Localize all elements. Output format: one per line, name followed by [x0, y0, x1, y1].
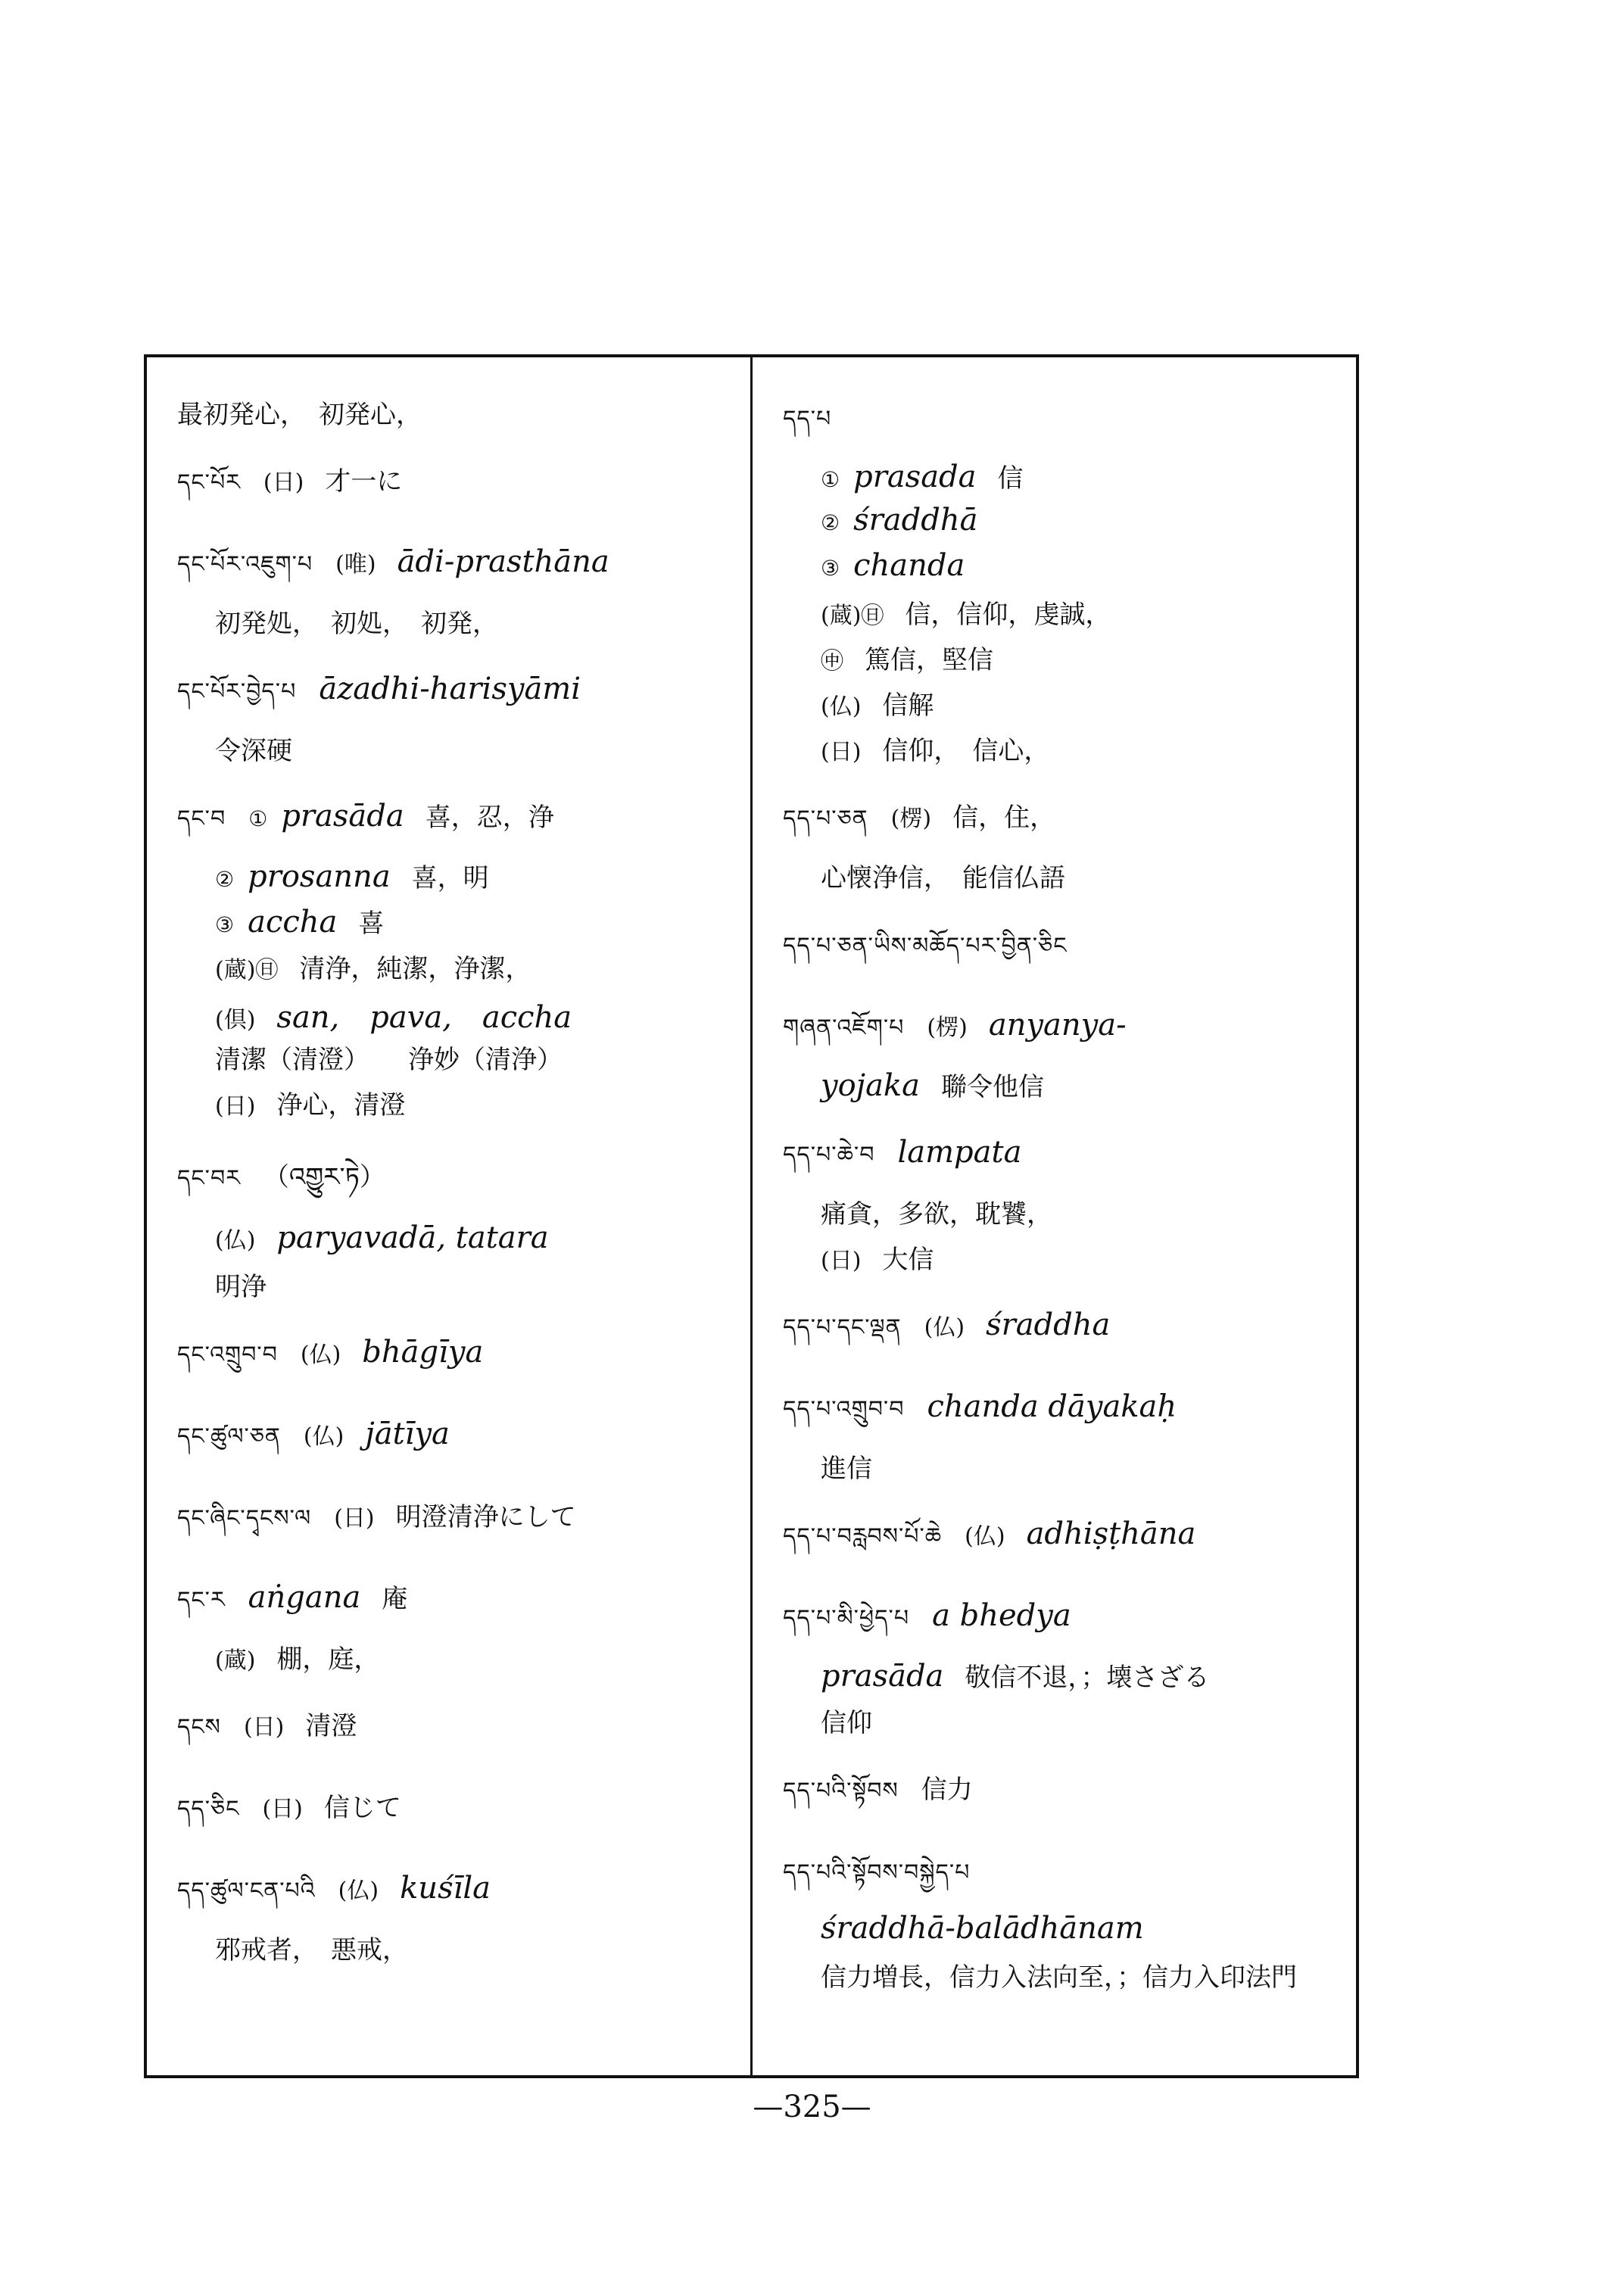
- source-tag: (仏): [821, 693, 862, 720]
- dictionary-entry: [177, 1493, 743, 1557]
- sanskrit-term: prasada: [853, 460, 977, 494]
- sense-number: ③: [821, 556, 840, 581]
- dictionary-entry: [783, 1847, 1348, 2002]
- entry-line: [783, 1702, 1348, 1747]
- sanskrit-term: chanda dāyakaḥ: [927, 1389, 1177, 1424]
- sanskrit-term: lampata: [897, 1135, 1022, 1170]
- entry-line: [177, 1039, 743, 1084]
- translation-text: 信力増長，信力入法向至，；信力入印法門: [821, 1962, 1297, 1993]
- entry-headline: [783, 1384, 1348, 1448]
- entry-headline: [783, 394, 1348, 457]
- right-column: [753, 357, 1356, 2075]
- translation-text: 敬信不退，；壊さざる: [965, 1663, 1210, 1693]
- translation-text: 最初発心， 初発心，: [177, 400, 422, 430]
- source-tag: (日): [262, 1796, 303, 1822]
- dictionary-entry: [783, 1002, 1348, 1111]
- source-tag: (日): [334, 1505, 375, 1532]
- entry-headline: [177, 1784, 743, 1847]
- sanskrit-term: adhiṣṭhāna: [1026, 1516, 1196, 1551]
- entry-line: [783, 1193, 1348, 1239]
- translation-text: 心懐浄信， 能信仏語: [821, 863, 1065, 893]
- entry-line: [177, 1638, 743, 1684]
- dictionary-entry: [783, 921, 1348, 984]
- sanskrit-term: a bhedya: [932, 1598, 1071, 1633]
- entry-line: [177, 993, 743, 1039]
- dictionary-entry: [783, 1593, 1348, 1747]
- sanskrit-term: aṅgana: [248, 1580, 361, 1615]
- sense-number: ①: [248, 806, 268, 831]
- entry-headline: [783, 1766, 1348, 1829]
- sense-number: ②: [215, 867, 235, 892]
- tibetan-headword: དང་ཞིང་དྭངས་ལ: [177, 1505, 312, 1532]
- translation-text: 令深硬: [215, 736, 292, 766]
- translation-text: 浄心，清澄: [276, 1090, 406, 1121]
- page-number: —325—: [753, 2090, 871, 2124]
- tibetan-headword: དང་འགྲུབ་བ: [177, 1342, 278, 1368]
- entry-line: [783, 1657, 1348, 1702]
- sanskrit-term: prasāda: [821, 1659, 944, 1694]
- entry-line: [783, 1956, 1348, 2002]
- translation-text: 信仰: [821, 1708, 872, 1738]
- source-tag: (蔵): [215, 1647, 256, 1674]
- tibetan-headword: དང་ར: [177, 1587, 226, 1613]
- translation-text: 明浄: [215, 1272, 267, 1302]
- dictionary-entry: [177, 1329, 743, 1393]
- translation-text: 喜，忍，浄: [425, 803, 554, 833]
- translation-text: 信仰， 信心，: [882, 736, 1050, 766]
- entry-line: [177, 730, 743, 775]
- translation-text: 聯令他信: [941, 1072, 1045, 1102]
- left-column: [147, 357, 753, 2075]
- sanskrit-term: san, pava, accha: [276, 1000, 572, 1035]
- dictionary-frame: [144, 354, 1359, 2078]
- entry-line: [783, 684, 1348, 730]
- sanskrit-term: bhāgīya: [362, 1335, 484, 1370]
- translation-text: 明澄清浄にして: [395, 1502, 576, 1532]
- entry-headline: [177, 457, 743, 521]
- dictionary-entry: [177, 1411, 743, 1475]
- tibetan-headword: དད་པའི་སྟོབས: [783, 1778, 899, 1804]
- entry-headline: [177, 1329, 743, 1393]
- tibetan-headword: དད་ཚུལ་ངན་པའི: [177, 1878, 316, 1904]
- entry-line: [783, 1239, 1348, 1284]
- sense-number: ②: [821, 510, 840, 535]
- dictionary-entry: [177, 539, 743, 648]
- entry-line: [783, 548, 1348, 594]
- sanskrit-term: anyanya-: [988, 1008, 1127, 1043]
- translation-text: 棚，庭，: [276, 1644, 380, 1675]
- dictionary-entry: [783, 1302, 1348, 1366]
- tibetan-headword: དང་པོར་བྱེད་པ: [177, 678, 297, 705]
- entry-line: [783, 594, 1348, 639]
- translation-text: 信，信仰，虔誠，: [905, 600, 1111, 630]
- tibetan-headword: དང་བར: [177, 1165, 241, 1192]
- entry-line: [783, 1911, 1348, 1956]
- tibetan-headword: དང་བ: [177, 806, 226, 832]
- dictionary-entry: [783, 1511, 1348, 1575]
- entry-headline: [783, 1593, 1348, 1657]
- translation-text: 大信: [882, 1245, 934, 1275]
- sanskrit-term: accha: [248, 905, 338, 940]
- source-tag: (日): [821, 1248, 862, 1274]
- entry-headline: [783, 1511, 1348, 1575]
- tibetan-headword: གཞན་འཇོག་པ: [783, 1015, 905, 1041]
- entry-line: [177, 603, 743, 648]
- source-tag: (蔵)㊐: [215, 957, 279, 983]
- tibetan-headword: དད་པ་འགྲུབ་བ: [783, 1396, 905, 1423]
- dictionary-entry: [177, 793, 743, 1130]
- translation-text: （འགྱུར་ཏེ）: [263, 1162, 385, 1192]
- sanskrit-term: śraddha: [986, 1308, 1111, 1342]
- tibetan-headword: དད་ཅིང: [177, 1796, 240, 1822]
- tibetan-headword: དད་པ་ཅན: [783, 806, 868, 832]
- translation-text: 初発処， 初処， 初発，: [215, 609, 498, 639]
- entry-line: [783, 639, 1348, 684]
- translation-text: 篤信，堅信: [865, 645, 993, 675]
- source-tag: (楞): [890, 806, 932, 832]
- source-tag: (日): [215, 1093, 256, 1120]
- source-tag: (仏): [965, 1523, 1005, 1550]
- entry-headline: [177, 1865, 743, 1929]
- source-tag: (仏): [924, 1314, 965, 1341]
- translation-text: 邪戒者， 悪戒，: [215, 1935, 408, 1965]
- entry-line: [177, 1084, 743, 1130]
- translation-text: 喜，明: [411, 863, 489, 893]
- dictionary-entry: [177, 1575, 743, 1684]
- dictionary-entry: [783, 793, 1348, 902]
- entry-headline: [177, 1702, 743, 1766]
- translation-text: 喜: [358, 909, 385, 939]
- translation-text: 信，住，: [952, 803, 1056, 833]
- source-tag: ㊥: [821, 648, 843, 675]
- sanskrit-term: āzadhi-harisyāmi: [319, 672, 581, 706]
- source-tag: (仏): [300, 1342, 341, 1368]
- entry-line: [783, 730, 1348, 775]
- entry-headline: [177, 1411, 743, 1475]
- dictionary-entry: [177, 1784, 743, 1847]
- entry-headline: [177, 1575, 743, 1638]
- entry-line: [783, 457, 1348, 503]
- source-tag: (仏): [338, 1878, 379, 1904]
- sanskrit-term: śraddhā: [853, 503, 978, 538]
- sanskrit-term: ādi-prasthāna: [397, 544, 609, 579]
- entry-line: [177, 1929, 743, 1975]
- sanskrit-term: prosanna: [248, 859, 391, 894]
- source-tag: (仏): [215, 1227, 256, 1254]
- source-tag: (仏): [303, 1423, 344, 1450]
- tibetan-headword: དད་པ་ཅན་ཡིས་མཆོད་པར་བྱིན་ཅིང: [783, 933, 1068, 959]
- dictionary-entry: [177, 394, 743, 439]
- entry-line: [177, 948, 743, 993]
- sanskrit-term: paryavadā, tatara: [276, 1220, 549, 1255]
- translation-text: 信力: [921, 1775, 973, 1805]
- translation-text: 痛貪，多欲，耽饕，: [821, 1199, 1052, 1230]
- source-tag: (日): [263, 469, 304, 496]
- dictionary-entry: [177, 1702, 743, 1766]
- entry-line: [177, 857, 743, 902]
- entry-line: [783, 857, 1348, 902]
- entry-headline: [177, 1148, 743, 1220]
- entry-headline: [783, 1002, 1348, 1066]
- translation-text: 庵: [382, 1584, 408, 1614]
- entry-headline: [783, 1130, 1348, 1193]
- translation-text: 信じて: [323, 1793, 401, 1823]
- sanskrit-term: chanda: [853, 548, 965, 583]
- entry-headline: [783, 1302, 1348, 1366]
- tibetan-headword: དད་པ་དང་ལྡན: [783, 1314, 902, 1341]
- tibetan-headword: དང་པོར: [177, 469, 241, 496]
- tibetan-headword: དད་པ་ཆེ་བ: [783, 1142, 875, 1168]
- translation-text: 清潔（清澄） 浄妙（清浄）: [215, 1045, 563, 1075]
- entry-line: [177, 1220, 743, 1266]
- entry-headline: [177, 539, 743, 603]
- dictionary-entry: [177, 666, 743, 775]
- entry-headline: [177, 793, 743, 857]
- sanskrit-term: śraddhā-balādhānam: [821, 1911, 1144, 1946]
- source-tag: (楞): [927, 1015, 968, 1041]
- tibetan-headword: དང་ཚུལ་ཅན: [177, 1423, 281, 1450]
- source-tag: (唯): [335, 551, 376, 578]
- entry-line: [783, 1066, 1348, 1111]
- translation-text: 清澄: [305, 1711, 357, 1741]
- translation-text: 進信: [821, 1454, 872, 1484]
- tibetan-headword: དངས: [177, 1714, 221, 1741]
- dictionary-entry: [783, 394, 1348, 775]
- sanskrit-term: yojaka: [821, 1068, 921, 1103]
- dictionary-entry: [177, 457, 743, 521]
- entry-line: [783, 503, 1348, 548]
- entry-line: [177, 394, 743, 439]
- entry-line: [177, 1266, 743, 1311]
- tibetan-headword: དང་པོར་འཇུག་པ: [177, 551, 313, 578]
- dictionary-entry: [783, 1766, 1348, 1829]
- entry-line: [177, 902, 743, 948]
- sanskrit-term: prasāda: [281, 799, 404, 834]
- dictionary-entry: [783, 1130, 1348, 1284]
- tibetan-headword: དད་པ་བརླབས་པོ་ཆེ: [783, 1523, 943, 1550]
- entry-line: [783, 1448, 1348, 1493]
- entry-headline: [177, 1493, 743, 1557]
- sense-number: ①: [821, 467, 840, 492]
- tibetan-headword: དད་པ: [783, 406, 832, 432]
- entry-headline: [783, 1847, 1348, 1911]
- translation-text: 才一に: [325, 466, 403, 497]
- dictionary-entry: [177, 1148, 743, 1311]
- entry-headline: [783, 793, 1348, 857]
- tibetan-headword: དད་པ་མི་ཕྱེད་པ: [783, 1605, 910, 1632]
- dictionary-entry: [177, 1865, 743, 1975]
- source-tag: (倶): [215, 1007, 256, 1033]
- tibetan-headword: དད་པའི་སྟོབས་བསྐྱེད་པ: [783, 1859, 971, 1886]
- dictionary-entry: [783, 1384, 1348, 1493]
- entry-headline: [783, 921, 1348, 984]
- translation-text: 信解: [882, 690, 934, 721]
- source-tag: (日): [821, 739, 862, 765]
- entry-headline: [177, 666, 743, 730]
- translation-text: 信: [997, 463, 1024, 494]
- sanskrit-term: jātīya: [365, 1417, 450, 1451]
- sense-number: ③: [215, 912, 235, 937]
- source-tag: (日): [243, 1714, 285, 1741]
- translation-text: 清浄，純潔，浄潔，: [299, 954, 531, 984]
- sanskrit-term: kuśīla: [400, 1871, 491, 1906]
- source-tag: (蔵)㊐: [821, 603, 884, 629]
